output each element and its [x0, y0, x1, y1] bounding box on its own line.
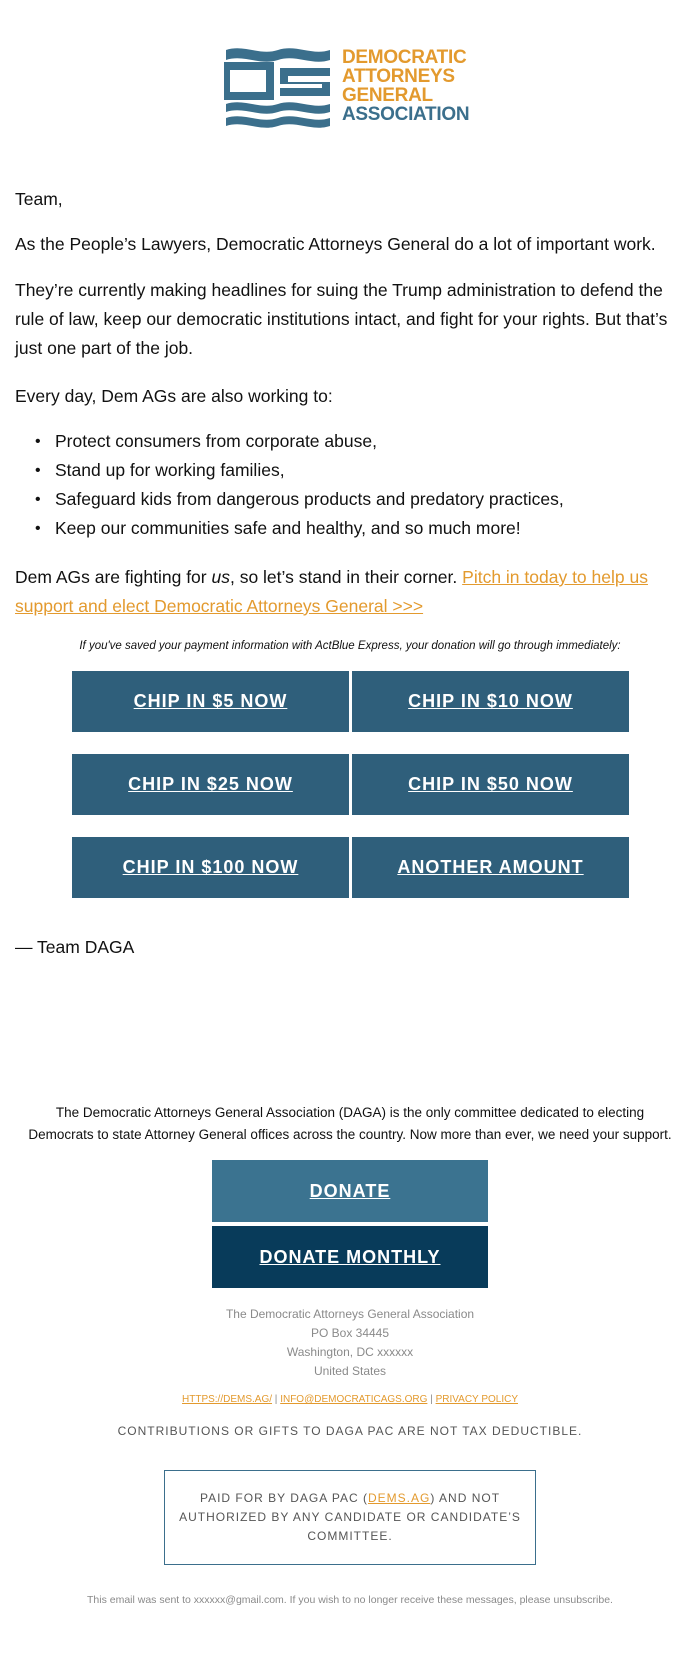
chip-in-25-button[interactable]: CHIP IN $25 NOW [72, 754, 349, 815]
fighting-text-post: , so let’s stand in their corner. [229, 567, 463, 587]
logo-line-2: ATTORNEYS [342, 66, 455, 87]
paid-for-pre: PAID FOR BY DAGA PAC ( [199, 1491, 369, 1505]
privacy-policy-link[interactable]: PRIVACY POLICY [435, 1394, 518, 1405]
chip-in-10-button[interactable]: CHIP IN $10 NOW [352, 671, 629, 732]
pitch-in-link[interactable]: Pitch in today to help us support and elect Democratic Attorneys General >>> [15, 567, 648, 616]
paid-for-disclaimer [164, 1470, 536, 1565]
address-line: The Democratic Attorneys General Association [225, 1307, 475, 1321]
footer-blurb [0, 1102, 700, 1146]
list-item: • Protect consumers from corporate abuse, [55, 427, 675, 456]
mailing-address [0, 1305, 700, 1381]
chip-in-100-button[interactable]: CHIP IN $100 NOW [72, 837, 349, 898]
daga-logo[interactable] [224, 44, 476, 128]
donate-button[interactable]: DONATE [212, 1160, 488, 1222]
fighting-text-pre: Dem AGs are fighting for [15, 567, 212, 587]
link-separator: | [430, 1394, 433, 1405]
footer-blurb-line-1: The Democratic Attorneys General Association (DAGA) is the only committee dedicated to electing [55, 1105, 645, 1120]
greeting: Team, [15, 189, 63, 209]
list-item: • Stand up for working families, [55, 456, 675, 485]
website-link[interactable]: HTTPS://DEMS.AG/ [182, 1394, 273, 1405]
actblue-express-note: If you've saved your payment information with ActBlue Express, your donation will go through immediately: [79, 640, 621, 652]
fighting-text-us: us [211, 567, 230, 587]
work-list [55, 427, 675, 543]
list-item: • Safeguard kids from dangerous products and predatory practices, [55, 485, 675, 514]
tax-disclaimer: CONTRIBUTIONS OR GIFTS TO DAGA PAC ARE NOT TAX DEDUCTIBLE. [117, 1424, 583, 1438]
email-link[interactable]: INFO@DEMOCRATICAGS.ORG [280, 1394, 428, 1405]
footer-links [0, 1394, 700, 1405]
paragraph-lawyers: As the People’s Lawyers, Democratic Attorneys General do a lot of important work. [15, 234, 656, 254]
another-amount-button[interactable]: ANOTHER AMOUNT [352, 837, 629, 898]
logo-line-1: DEMOCRATIC [342, 47, 467, 68]
paragraph-fighting [15, 563, 685, 621]
paid-for-post: ) AND NOT AUTHORIZED BY ANY CANDIDATE OR CANDIDATE’S COMMITTEE. [179, 1491, 521, 1543]
list-item: • Keep our communities safe and healthy, and so much more! [55, 514, 675, 543]
link-separator: | [274, 1394, 278, 1405]
donate-monthly-button[interactable]: DONATE MONTHLY [212, 1226, 488, 1288]
address-line: PO Box 34445 [310, 1326, 390, 1340]
address-line: Washington, DC xxxxxx [286, 1345, 414, 1359]
address-line: United States [313, 1364, 387, 1378]
logo-line-3: GENERAL [342, 85, 433, 106]
logo-line-4: ASSOCIATION [342, 104, 470, 125]
logo-wordmark [342, 48, 469, 124]
daga-flag-logo-icon [224, 44, 332, 128]
paragraph-every-day: Every day, Dem AGs are also working to: [15, 386, 333, 406]
sent-to-notice: This email was sent to xxxxxx@gmail.com. If you wish to no longer receive these messages, please unsubscribe. [87, 1594, 613, 1606]
chip-in-50-button[interactable]: CHIP IN $50 NOW [352, 754, 629, 815]
signoff: — Team DAGA [15, 937, 135, 957]
chip-in-5-button[interactable]: CHIP IN $5 NOW [72, 671, 349, 732]
footer-blurb-line-2: Democrats to state Attorney General offices across the country. Now more than ever, we need your support. [28, 1127, 672, 1142]
paid-for-text [179, 1489, 521, 1546]
paragraph-headlines: They’re currently making headlines for suing the Trump administration to defend the rule of law, keep our democratic institutions intact, and fight for your rights. But that’s just one part of the job. [15, 280, 668, 358]
dems-ag-link[interactable]: DEMS.AG [368, 1491, 431, 1505]
